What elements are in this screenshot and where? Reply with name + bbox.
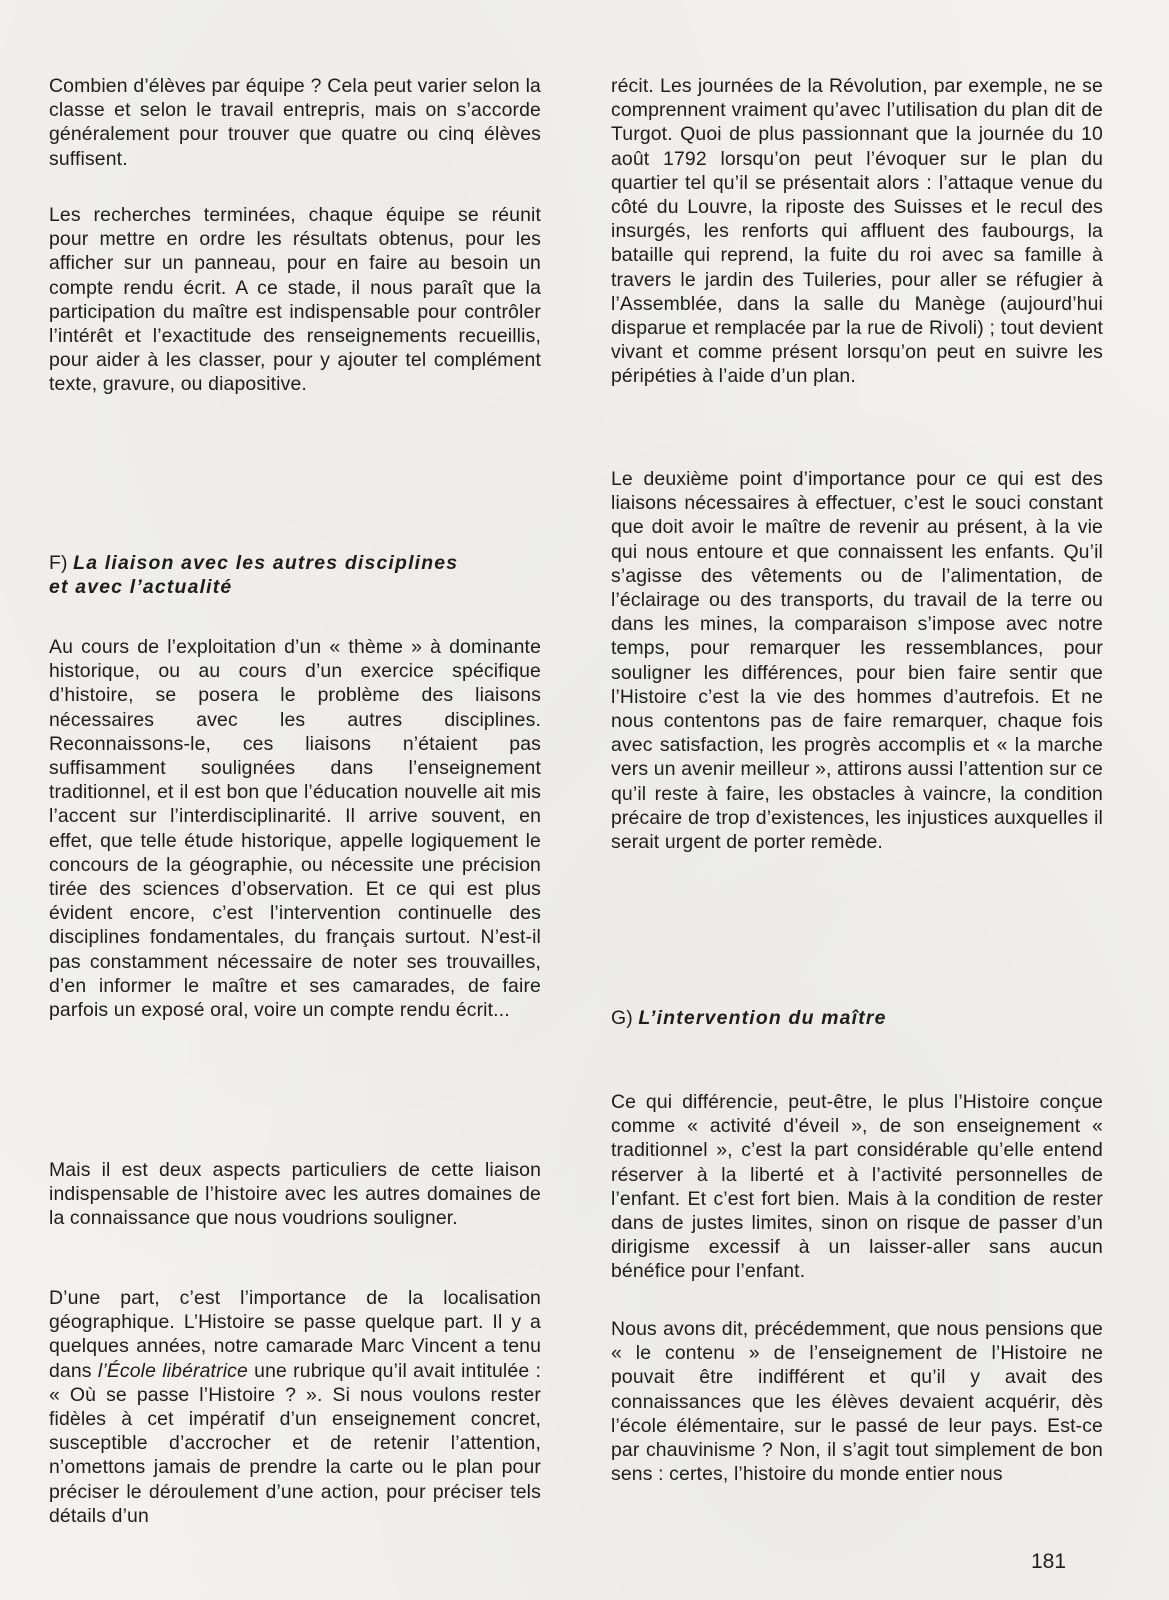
publication-title: l’École libératrice (97, 1359, 248, 1382)
paragraph-two-aspects (49, 1158, 541, 1231)
section-letter: F) (49, 552, 68, 574)
section-heading-f (49, 551, 541, 599)
page-number: 181 (1031, 1550, 1067, 1573)
paragraph-content-of-teaching (611, 1317, 1103, 1486)
paragraph-text: Nous avons dit, précédemment, que nous pensions que « le contenu » de l’enseignement de l’Histoire ne pouvait être indifférent et qu’il y avait des connaissances que les élèves devaient acquérir, dès l’école élémentaire, sur le passé de leur pays. Est-ce par chauvinisme ? Non, il s’agit tout simplement de bon sens : certes, l’histoire du monde entier nous (611, 1318, 1103, 1486)
paragraph-text: Les recherches terminées, chaque équipe se réunit pour mettre en ordre les résultats obtenus, pour les afficher sur un panneau, pour en faire au besoin un compte rendu écrit. A ce stade, il nous paraît que la participation du maître est indispensable pour contrôler l’intérêt et l’exactitude des renseignements recueillis, pour aider à les classer, pour y ajouter tel complément texte, gravure, ou diapositive. (49, 204, 541, 396)
paragraph-present-life (611, 467, 1103, 854)
paragraph-awakening-activity (611, 1090, 1103, 1284)
paragraph-text: récit. Les journées de la Révolution, par exemple, ne se comprennent vraiment qu’avec l’utilisation du plan dit de Turgot. Quoi de plus passionnant que la journée du 10 août 1792 lorsqu’on peut l’évoquer sur le plan du quartier tel qu’il se présentait alors : l’attaque venue du côté du Louvre, la riposte des Suisses et le recul des insurgés, les renforts qui affluent des faubourgs, la bataille qui reprend, la fuite du roi avec sa famille à travers le jardin des Tuileries, pour aller se réfugier à l’Assemblée, dans la salle du Manège (aujourd’hui disparue et remplacée par la rue de Rivoli) ; tout devient vivant et comme présent lorsqu’on peut en suivre les péripéties à l’aide d’un plan. (611, 75, 1103, 388)
paragraph-text: Mais il est deux aspects particuliers de cette liaison indispensable de l’histoire avec les autres domaines de la connaissance que nous voudrions souligner. (49, 1159, 541, 1230)
paragraph-text: Le deuxième point d’importance pour ce qui est des liaisons nécessaires à effectuer, c’est le souci constant que doit avoir le maître de revenir au présent, à la vie qui nous entoure et que connaissent les enfants. Qu’il s’agisse des vêtements ou de l’alimentation, de l’éclairage ou des transports, du travail de la terre ou dans les mines, la comparaison s’impose avec notre temps, pour remarquer les ressemblances, pour souligner les différences, pour bien faire sentir que l’Histoire c’est la vie des hommes d’autrefois. Et ne nous contentons pas de faire remarquer, chaque fois avec satisfaction, les progrès accomplis et « la marche vers un avenir meilleur », attirons aussi l’attention sur ce qu’il reste à faire, les obstacles à vaincre, la condition précaire de trop d’existences, les injustices auxquelles il serait urgent de porter remède. (611, 468, 1103, 854)
text-run: une rubrique qu’il avait intitulée : « Où se passe l’Histoire ? ». Si nous voulons rester fidèles à cet impératif d’un enseignement concret, susceptible d’accrocher et de retenir l’attention, n’omettons jamais de prendre la carte ou le plan pour préciser le déroulement d’une action, pour préciser tels détails d’un (49, 1359, 542, 1527)
paragraph-team-size (49, 74, 541, 171)
paragraph-geographic-localisation (49, 1286, 541, 1528)
text-run: D’une part, c’est l’importance de la localisation géographique. L’Histoire se passe quelque part. Il y a quelques années, notre camarade Marc Vincent a tenu dans (49, 1287, 541, 1382)
paragraph-text: Combien d’élèves par équipe ? Cela peut varier selon la classe et selon le travail entrepris, mais on s’accorde généralement pour trouver que quatre ou cinq élèves suffisent. (49, 75, 541, 170)
paragraph-text (49, 1286, 541, 1528)
paragraph-revolution-plan (611, 74, 1103, 389)
section-title-line2: et avec l’actualité (49, 576, 233, 599)
paragraph-interdisciplinarity (49, 635, 541, 1022)
paragraph-text: Ce qui différencie, peut-être, le plus l’Histoire conçue comme « activité d’éveil », de son enseignement « traditionnel », c’est la part considérable qu’elle entend réserver à la liberté et à l’activité personnelles de l’enfant. Et c’est fort bien. Mais à la condition de rester dans de justes limites, sinon on risque de passer d’un dirigisme excessif à un laisser-aller sans aucun bénéfice pour l’enfant. (611, 1091, 1103, 1283)
paragraph-text: Au cours de l’exploitation d’un « thème » à dominante historique, ou au cours d’un exercice spécifique d’histoire, se posera le problème des liaisons nécessaires avec les autres disciplines. Reconnaissons-le, ces liaisons n’étaient pas suffisamment soulignées dans l’enseignement traditionnel, et il est bon que l’éducation nouvelle ait mis l’accent sur l’interdisciplinarité. Il arrive souvent, en effet, que telle étude historique, appelle logiquement le concours de la géographie, ou nécessite une précision tirée des sciences d’observation. Et ce qui est plus évident encore, c’est l’intervention continuelle des disciplines fondamentales, du français surtout. N’est-il pas constamment nécessaire de noter ses trouvailles, d’en informer le maître et ses camarades, de faire parfois un exposé oral, voire un compte rendu écrit... (49, 636, 541, 1022)
section-heading-g (611, 1006, 1103, 1030)
section-title: L’intervention du maître (638, 1007, 887, 1029)
section-letter: G) (611, 1007, 633, 1029)
paragraph-research-results (49, 203, 541, 397)
section-title-line1: La liaison avec les autres disciplines (73, 552, 459, 574)
